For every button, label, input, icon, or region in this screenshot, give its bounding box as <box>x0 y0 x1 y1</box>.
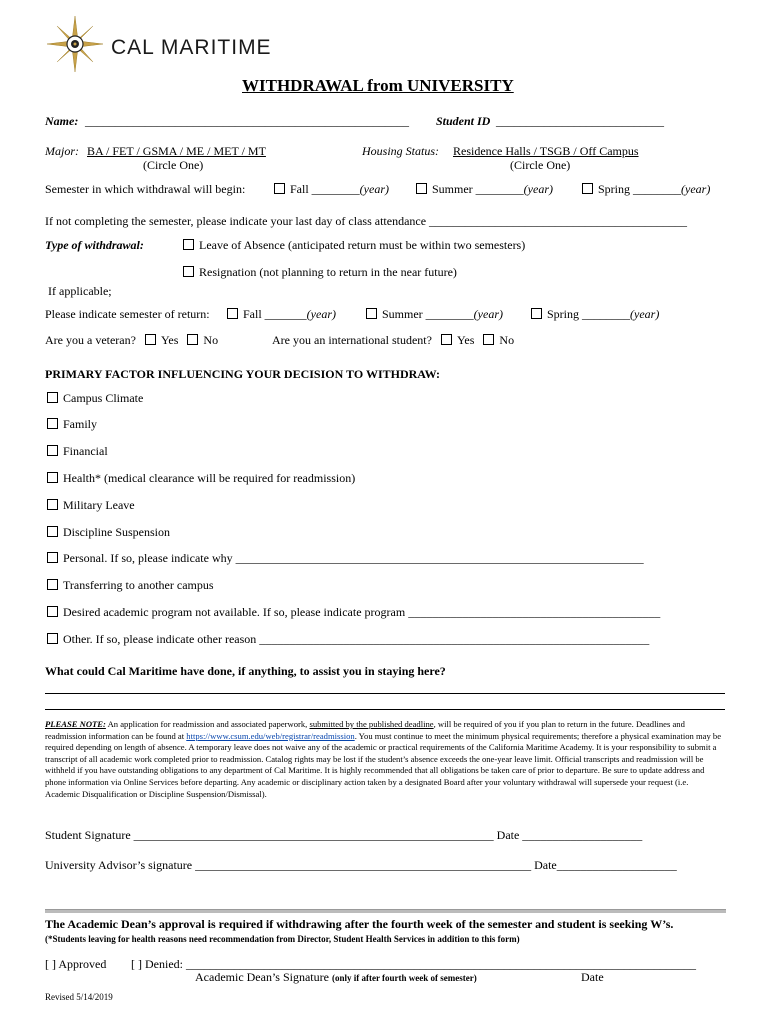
student-signature-field[interactable]: Student Signature ____________________________________________________________ Date ____________________ <box>45 828 643 842</box>
resignation-checkbox[interactable] <box>183 266 194 277</box>
logo <box>45 14 295 74</box>
veteran-yes-checkbox[interactable] <box>145 334 156 345</box>
dean-subnote: (*Students leaving for health reasons need recommendation from Director, Student Health Services in addition to this form) <box>45 934 520 944</box>
major-label: Major: <box>45 144 79 158</box>
section-divider <box>45 909 726 913</box>
denied-option[interactable]: [ ] Denied: _____________________________________________________________________________________ <box>131 957 696 971</box>
semester-label: Semester in which withdrawal will begin: <box>45 182 246 196</box>
semester-summer-option[interactable]: Summer ________(year) <box>416 182 553 197</box>
assist-answer-line-1[interactable] <box>45 693 725 694</box>
type-label: Type of withdrawal: <box>45 238 144 252</box>
factor-item[interactable]: Desired academic program not available. If so, please indicate program __________________________________________ <box>47 605 660 620</box>
factor-item[interactable]: Family <box>47 417 97 432</box>
major-circle-note: (Circle One) <box>143 158 204 172</box>
return-spring-checkbox[interactable] <box>531 308 542 319</box>
name-field[interactable]: ______________________________________________________ <box>85 114 409 128</box>
if-applicable-label: If applicable; <box>48 284 112 298</box>
factor-item[interactable]: Financial <box>47 444 108 459</box>
factor-checkbox[interactable] <box>47 418 58 429</box>
return-summer-option[interactable]: Summer ________(year) <box>366 307 503 322</box>
assist-answer-line-2[interactable] <box>45 709 725 710</box>
logo-text: CAL MARITIME <box>111 36 272 59</box>
approved-option[interactable]: [ ] Approved <box>45 957 107 971</box>
semester-fall-option[interactable]: Fall ________(year) <box>274 182 389 197</box>
leave-checkbox[interactable] <box>183 239 194 250</box>
assist-question: What could Cal Maritime have done, if anything, to assist you in staying here? <box>45 664 446 678</box>
major-options[interactable]: BA / FET / GSMA / ME / MET / MT <box>87 144 266 158</box>
veteran-question: Are you a veteran? Yes No <box>45 333 219 347</box>
housing-circle-note: (Circle One) <box>510 158 571 172</box>
factor-checkbox[interactable] <box>47 472 58 483</box>
semester-spring-option[interactable]: Spring ________(year) <box>582 182 710 197</box>
return-fall-checkbox[interactable] <box>227 308 238 319</box>
leave-option[interactable]: Leave of Absence (anticipated return must be within two semesters) <box>183 238 525 253</box>
factor-item[interactable]: Health* (medical clearance will be required for readmission) <box>47 471 355 486</box>
factor-checkbox[interactable] <box>47 526 58 537</box>
factor-item[interactable]: Transferring to another campus <box>47 578 214 593</box>
international-yes-checkbox[interactable] <box>441 334 452 345</box>
international-question: Are you an international student? Yes No <box>272 333 515 347</box>
student-id-field[interactable]: ____________________________ <box>496 114 664 128</box>
factor-item[interactable]: Other. If so, please indicate other reason _________________________________________________________________ <box>47 632 649 647</box>
page-title: WITHDRAWAL from UNIVERSITY <box>242 76 514 95</box>
international-no-checkbox[interactable] <box>483 334 494 345</box>
dean-date-label: Date <box>581 970 604 984</box>
factor-checkbox[interactable] <box>47 392 58 403</box>
please-note: PLEASE NOTE: An application for readmission and associated paperwork, submitted by the published deadline, will be required of you if you plan to return in the future. Deadlines and readmission information can be found at https://www.csum.edu/web/registrar/readmission. You must continue to meet the minimum physical requirements; therefore a physical examination may be required depending on length of absence. A temporary leave does not waive any of the academic or practical requirements of the California Maritime Academy. It is your responsibility to submit a transcript of all academic work completed prior to readmission. Catalog rights may be lost if the student’s absence exceeds the one-year leave limit. Official transcripts and readmission will be withheld if you have outstanding obligations to any department of Cal Maritime. It is highly recommended that all obligations be taken care of prior to departure. Be sure to update address and phone information via Online Services before departing. Any academic or disciplinary action taken by a designated Board after your voluntary withdrawal will supersede your request (i.e. Academic Disqualification or Discipline Suspension/Dismissal). <box>45 719 722 799</box>
primary-factor-heading: PRIMARY FACTOR INFLUENCING YOUR DECISION TO WITHDRAW: <box>45 367 440 381</box>
name-label: Name: <box>45 114 79 128</box>
student-id-label: Student ID <box>436 114 491 128</box>
factor-checkbox[interactable] <box>47 499 58 510</box>
factor-item[interactable]: Campus Climate <box>47 391 143 406</box>
spring-checkbox[interactable] <box>582 183 593 194</box>
factor-item[interactable]: Personal. If so, please indicate why ____________________________________________________________________ <box>47 551 644 566</box>
factor-checkbox[interactable] <box>47 579 58 590</box>
dean-signature-label: Academic Dean’s Signature (only if after fourth week of semester) <box>195 970 477 984</box>
revised-date: Revised 5/14/2019 <box>45 992 113 1002</box>
factor-checkbox[interactable] <box>47 445 58 456</box>
compass-rose-icon <box>45 14 105 74</box>
factor-item[interactable]: Discipline Suspension <box>47 525 170 540</box>
dean-statement: The Academic Dean’s approval is required if withdrawing after the fourth week of the semester and student is seeking W’s. <box>45 917 674 931</box>
housing-options[interactable]: Residence Halls / TSGB / Off Campus <box>453 144 639 158</box>
factor-checkbox[interactable] <box>47 633 58 644</box>
return-spring-option[interactable]: Spring ________(year) <box>531 307 659 322</box>
return-label: Please indicate semester of return: <box>45 307 210 321</box>
resignation-option[interactable]: Resignation (not planning to return in the near future) <box>183 265 457 280</box>
veteran-no-checkbox[interactable] <box>187 334 198 345</box>
summer-checkbox[interactable] <box>416 183 427 194</box>
housing-label: Housing Status: <box>362 144 440 158</box>
last-day-field[interactable]: If not completing the semester, please indicate your last day of class attendance ___________________________________________ <box>45 214 688 228</box>
return-fall-option[interactable]: Fall _______(year) <box>227 307 336 322</box>
advisor-signature-field[interactable]: University Advisor’s signature ________________________________________________________ Date____________________ <box>45 858 677 872</box>
factor-checkbox[interactable] <box>47 552 58 563</box>
readmission-link[interactable]: https://www.csum.edu/web/registrar/readmission <box>186 730 355 741</box>
fall-checkbox[interactable] <box>274 183 285 194</box>
return-summer-checkbox[interactable] <box>366 308 377 319</box>
factor-item[interactable]: Military Leave <box>47 498 135 513</box>
factor-checkbox[interactable] <box>47 606 58 617</box>
